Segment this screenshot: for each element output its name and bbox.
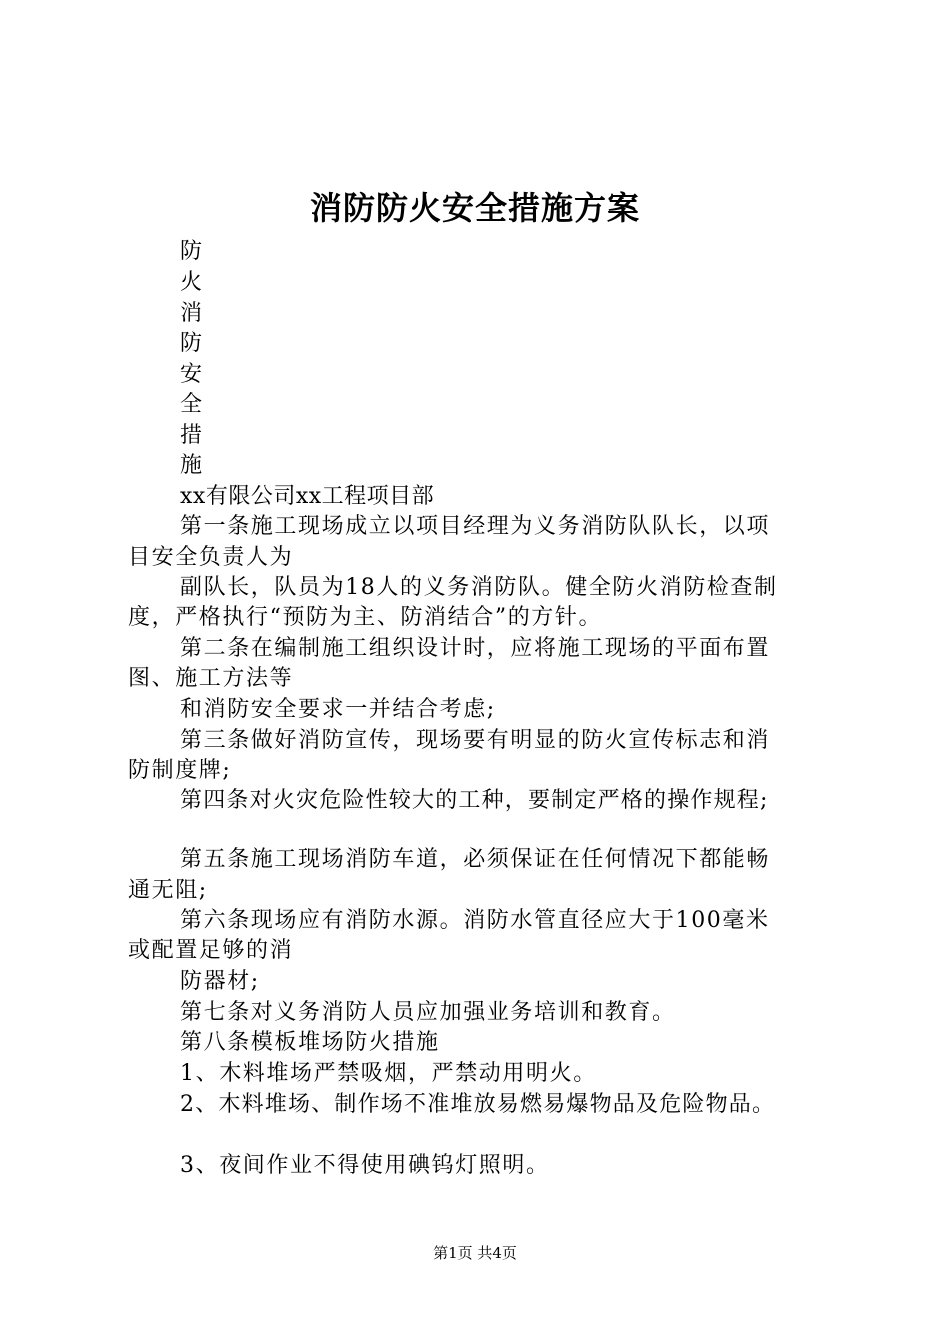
paragraph-line: 第七条对义务消防人员应加强业务培训和教育。 — [180, 1000, 676, 1025]
vertical-char: 措 — [180, 423, 203, 448]
section-heading: 第八条模板堆场防火措施 — [180, 1030, 440, 1055]
list-item: 3、夜间作业不得使用碘钨灯照明。 — [180, 1153, 550, 1178]
vertical-char: 安 — [180, 362, 203, 387]
vertical-char: 施 — [180, 453, 203, 478]
paragraph-line: 副队长，队员为18人的义务消防队。健全防火消防检查制 — [180, 575, 778, 600]
vertical-char: 火 — [180, 270, 203, 295]
paragraph-line: 第一条施工现场成立以项目经理为义务消防队队长，以项 — [180, 514, 771, 539]
vertical-char: 防 — [180, 331, 203, 356]
list-item: 2、木料堆场、制作场不准堆放易燃易爆物品及危险物品。 — [180, 1092, 776, 1117]
paragraph-line: 防器材; — [180, 969, 260, 994]
vertical-char: 全 — [180, 392, 203, 417]
paragraph-line: 第四条对火灾危险性较大的工种，要制定严格的操作规程; — [180, 788, 769, 813]
paragraph-line: 通无阻; — [128, 878, 208, 903]
paragraph-line: 或配置足够的消 — [128, 938, 294, 963]
document-title: 消防防火安全措施方案 — [309, 189, 640, 227]
paragraph-line: 和消防安全要求一并结合考虑; — [180, 697, 496, 722]
paragraph-line: 第六条现场应有消防水源。消防水管直径应大于100毫米 — [180, 908, 770, 933]
paragraph-line: 图、施工方法等 — [128, 666, 294, 691]
paragraph-line: 第五条施工现场消防车道，必须保证在任何情况下都能畅 — [180, 847, 771, 872]
paragraph-line: 第二条在编制施工组织设计时，应将施工现场的平面布置 — [180, 636, 771, 661]
paragraph-line: 度，严格执行“预防为主、防消结合”的方针。 — [128, 605, 603, 630]
vertical-char: 消 — [180, 301, 203, 326]
vertical-char: 防 — [180, 239, 203, 264]
list-item: 1、木料堆场严禁吸烟，严禁动用明火。 — [180, 1061, 597, 1086]
paragraph-line: 第三条做好消防宣传，现场要有明显的防火宣传标志和消 — [180, 728, 771, 753]
page-footer: 第1页 共4页 — [433, 1244, 517, 1262]
paragraph-line: 防制度牌; — [128, 758, 232, 783]
company-line: xx有限公司xx工程项目部 — [180, 484, 435, 509]
paragraph-line: 目安全负责人为 — [128, 545, 294, 570]
